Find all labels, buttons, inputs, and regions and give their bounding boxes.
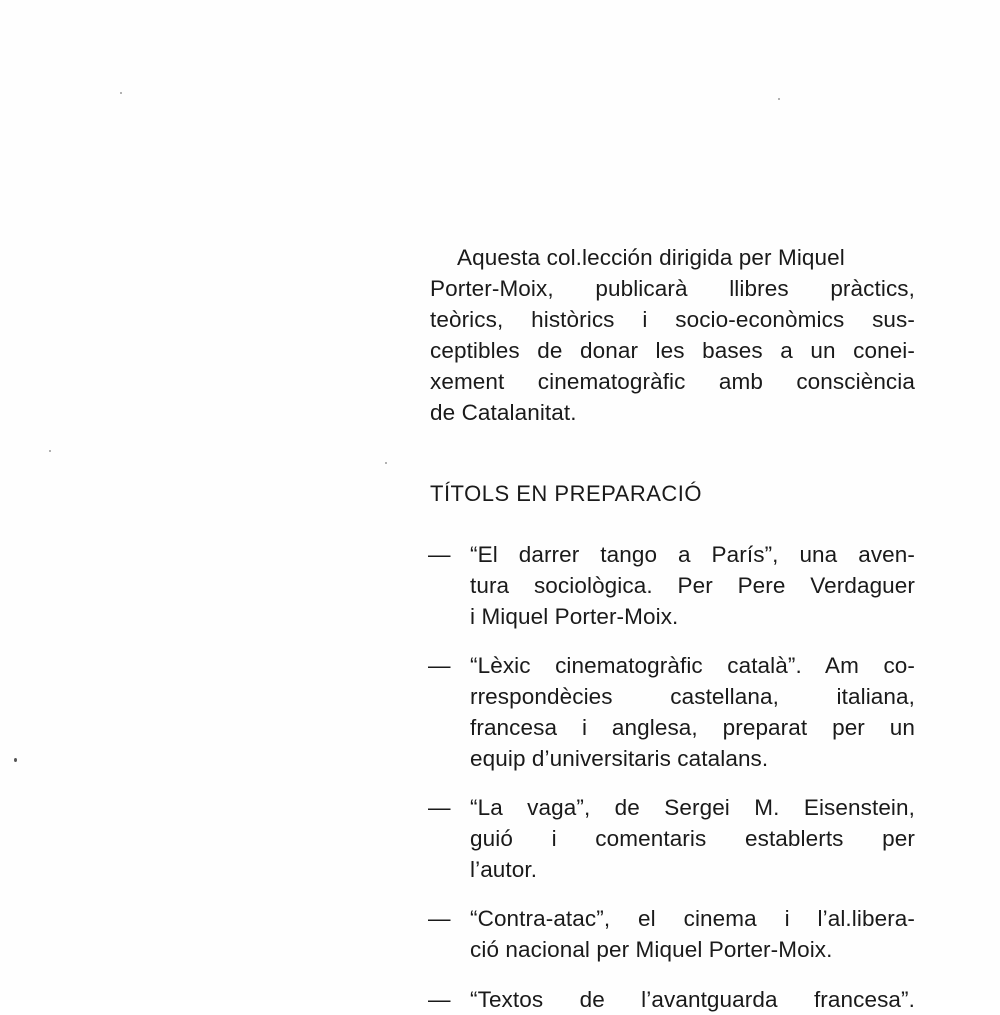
- list-item-line: francesa i anglesa, preparat per un: [470, 715, 915, 740]
- scan-speck: [778, 98, 780, 100]
- scan-speck: [385, 462, 387, 464]
- list-item-line: i Miquel Porter-Moix.: [470, 604, 679, 629]
- list-item-line: ció nacional per Miquel Porter-Moix.: [470, 937, 833, 962]
- scan-speck: [49, 450, 51, 452]
- list-item-line: l’autor.: [470, 857, 538, 882]
- list-item-line: “La vaga”, de Sergei M. Eisenstein,: [470, 795, 915, 820]
- intro-line: Aquesta col.lección dirigida per Miquel: [457, 245, 845, 270]
- list-dash: —: [428, 653, 451, 678]
- list-dash: —: [428, 906, 451, 931]
- intro-line: ceptibles de donar les bases a un conei-: [430, 338, 915, 363]
- intro-line: teòrics, històrics i socio-econòmics sus-: [430, 307, 915, 332]
- scan-speck: [120, 92, 122, 94]
- list-item-line: guió i comentaris establerts per: [470, 826, 915, 851]
- list-item-line: tura sociològica. Per Pere Verdaguer: [470, 573, 915, 598]
- list-item-line: “Lèxic cinematogràfic català”. Am co-: [470, 653, 915, 678]
- list-dash: —: [428, 987, 451, 1012]
- list-item-line: “Textos de l’avantguarda francesa”.: [470, 987, 915, 1012]
- list-dash: —: [428, 542, 451, 567]
- scan-speck: [14, 758, 17, 762]
- list-dash: —: [428, 795, 451, 820]
- list-item-line: “El darrer tango a París”, una aven-: [470, 542, 915, 567]
- intro-line: xement cinematogràfic amb consciència: [430, 369, 915, 394]
- list-item-line: equip d’universitaris catalans.: [470, 746, 769, 771]
- section-heading: TÍTOLS EN PREPARACIÓ: [430, 481, 703, 506]
- intro-line: Porter-Moix, publicarà llibres pràctics,: [430, 276, 915, 301]
- intro-line: de Catalanitat.: [430, 400, 577, 425]
- list-item-line: “Contra-atac”, el cinema i l’al.libera-: [470, 906, 915, 931]
- list-item-line: rrespondècies castellana, italiana,: [470, 684, 915, 709]
